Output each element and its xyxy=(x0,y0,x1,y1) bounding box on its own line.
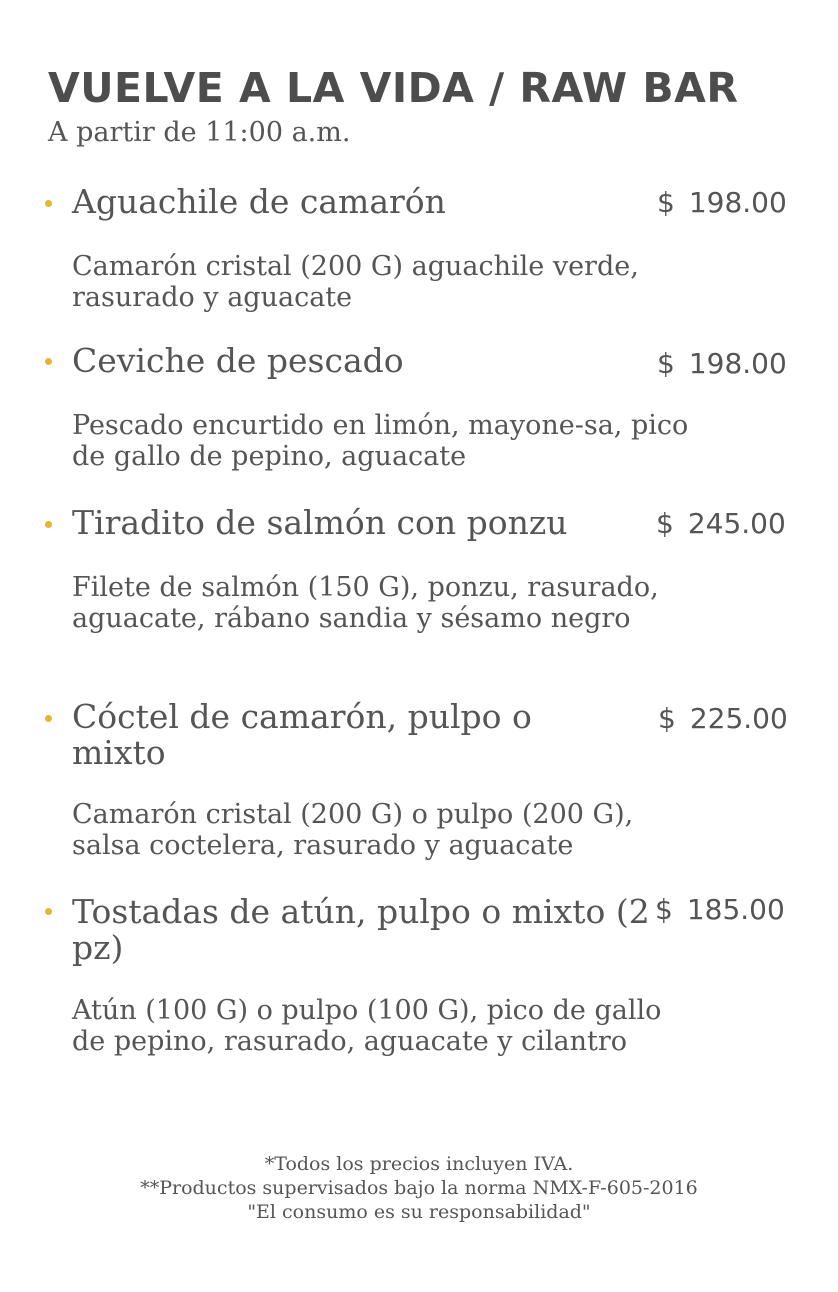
menu-item-description: Atún (100 G) o pulpo (100 G), pico de gallo de pepino, rasurado, aguacate y cilantro xyxy=(72,995,662,1057)
price-value: 225.00 xyxy=(689,702,788,735)
menu-section-title: VUELVE A LA VIDA / RAW BAR xyxy=(48,64,739,112)
price-value: 185.00 xyxy=(686,893,785,926)
bullet-icon xyxy=(45,200,52,207)
menu-item-price xyxy=(657,187,787,219)
menu-item-price xyxy=(656,508,786,540)
menu-item-name: Tiradito de salmón con ponzu xyxy=(72,503,568,542)
footer-note-standard: **Productos supervisados bajo la norma NMX-F-605-2016 xyxy=(140,1177,698,1199)
menu-item-description: Pescado encurtido en limón, mayone-sa, pico de gallo de pepino, aguacate xyxy=(72,410,689,472)
price-value: 198.00 xyxy=(688,347,787,380)
menu-item-price xyxy=(655,894,785,926)
price-value: 245.00 xyxy=(687,507,786,540)
bullet-icon xyxy=(45,715,52,722)
bullet-icon xyxy=(45,521,52,528)
menu-item-name: Ceviche de pescado xyxy=(72,341,404,380)
price-value: 198.00 xyxy=(688,186,787,219)
currency-symbol: $ xyxy=(657,186,675,219)
bullet-icon xyxy=(45,908,52,915)
menu-item-description: Camarón cristal (200 G) aguachile verde, rasurado y aguacate xyxy=(72,251,639,313)
menu-item-name: Aguachile de camarón xyxy=(72,182,446,221)
currency-symbol: $ xyxy=(656,507,674,540)
menu-item-description: Camarón cristal (200 G) o pulpo (200 G), salsa coctelera, rasurado y aguacate xyxy=(72,799,634,861)
menu-item-name: Cóctel de camarón, pulpo o mixto xyxy=(72,697,532,772)
menu-item-price xyxy=(657,348,787,380)
footer-note-taxes: *Todos los precios incluyen IVA. xyxy=(264,1153,574,1175)
currency-symbol: $ xyxy=(658,702,676,735)
bullet-icon xyxy=(45,358,52,365)
footer-note-responsibility: "El consumo es su responsabilidad" xyxy=(247,1201,591,1223)
currency-symbol: $ xyxy=(657,347,675,380)
menu-section-subtitle: A partir de 11:00 a.m. xyxy=(48,117,351,148)
menu-item-name: Tostadas de atún, pulpo o mixto (2 pz) xyxy=(72,892,650,967)
menu-item-description: Filete de salmón (150 G), ponzu, rasurado, aguacate, rábano sandia y sésamo negro xyxy=(72,572,659,634)
menu-footer-notes xyxy=(0,1152,838,1224)
currency-symbol: $ xyxy=(655,893,673,926)
menu-item-price xyxy=(658,703,788,735)
